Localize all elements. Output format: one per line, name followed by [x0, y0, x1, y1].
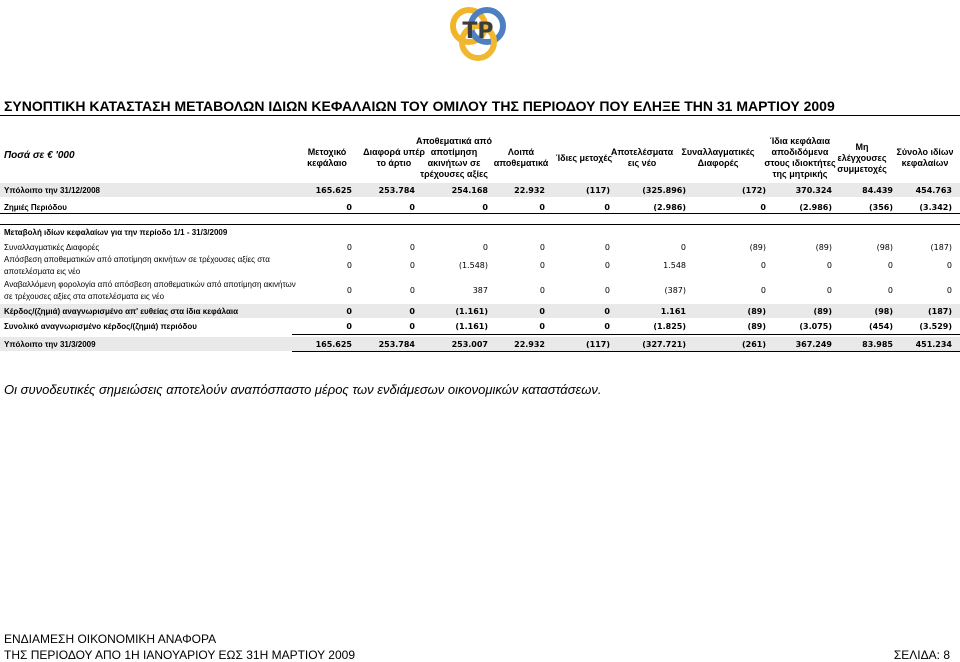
cell-direct-equity-col9: (98) — [874, 307, 893, 316]
cell-total-comprehensive-col1: 0 — [346, 322, 352, 331]
column-header-3: Αποθεματικά από αποτίμηση ακινήτων σε τρέχουσες αξίες — [415, 136, 492, 179]
cell-opening-col10: 454.763 — [915, 186, 952, 195]
column-header-6: Αποτελέσματα εις νέο — [610, 147, 674, 168]
cell-deferred-tax-col6: (387) — [664, 286, 686, 295]
row-label-line: Αναβαλλόμενη φορολογία από απόσβεση αποθεματικών από αποτίμηση ακινήτων — [4, 280, 296, 289]
cell-deferred-tax-col7: 0 — [760, 286, 766, 295]
footer-report-title: ΕΝΔΙΑΜΕΣΗ ΟΙΚΟΝΟΜΙΚΗ ΑΝΑΦΟΡΑ — [4, 632, 217, 646]
cell-loss-col1: 0 — [346, 203, 352, 212]
cell-loss-col6: (2.986) — [653, 203, 686, 212]
footer-period: ΤΗΣ ΠΕΡΙΟΔΟΥ ΑΠΟ 1Η ΙΑΝΟΥΑΡΙΟΥ ΕΩΣ 31Η ΜΑΡΤΙΟΥ 2009 — [4, 648, 355, 662]
row-label-line: σε τρέχουσες αξίες στα αποτελέσματα εις νέο — [4, 292, 165, 301]
cell-loss-col9: (356) — [868, 203, 893, 212]
row-label-closing — [4, 340, 96, 349]
column-header-10: Σύνολο ιδίων κεφαλαίων — [896, 147, 954, 168]
row-label-line: Μεταβολή ιδίων κεφαλαίων για την περίοδο 1/1 - 31/3/2009 — [4, 228, 228, 237]
cell-deferred-tax-col4: 0 — [539, 286, 545, 295]
row-label-section — [4, 228, 227, 237]
page-number: ΣΕΛΙΔΑ: 8 — [893, 648, 950, 662]
cell-loss-col4: 0 — [539, 203, 545, 212]
cell-total-comprehensive-col2: 0 — [409, 322, 415, 331]
cell-direct-equity-col1: 0 — [346, 307, 352, 316]
cell-closing-col4: 22.932 — [514, 340, 545, 349]
row-label-line: Συνολικό αναγνωρισμένο κέρδος/(ζημιά) περιόδου — [4, 322, 197, 331]
cell-closing-col9: 83.985 — [862, 340, 893, 349]
cell-opening-col2: 253.784 — [378, 186, 415, 195]
table-rule — [292, 351, 960, 352]
cell-closing-col8: 367.249 — [795, 340, 832, 349]
row-label-opening — [4, 186, 100, 195]
column-header-4: Λοιπά αποθεματικά — [493, 147, 549, 168]
tpo-rings-logo-icon — [447, 2, 509, 64]
cell-total-comprehensive-col10: (3.529) — [919, 322, 952, 331]
column-header-2: Διαφορά υπέρ το άρτιο — [363, 147, 425, 168]
svg-text:TP: TP — [462, 19, 494, 44]
cell-loss-col8: (2.986) — [799, 203, 832, 212]
cell-reval-release-col7: 0 — [760, 261, 766, 270]
cell-deferred-tax-col3: 387 — [472, 286, 488, 295]
cell-total-comprehensive-col7: (89) — [747, 322, 766, 331]
cell-reval-release-col9: 0 — [887, 261, 893, 270]
cell-opening-col6: (325.896) — [642, 186, 686, 195]
cell-direct-equity-col6: 1.161 — [660, 307, 686, 316]
cell-reval-release-col3: (1.548) — [458, 261, 488, 270]
cell-closing-col3: 253.007 — [451, 340, 488, 349]
cell-direct-equity-col2: 0 — [409, 307, 415, 316]
cell-reval-release-col8: 0 — [826, 261, 832, 270]
cell-total-comprehensive-col8: (3.075) — [799, 322, 832, 331]
cell-direct-equity-col3: (1.161) — [455, 307, 488, 316]
cell-deferred-tax-col5: 0 — [604, 286, 610, 295]
column-header-7: Συναλλαγματικές Διαφορές — [681, 147, 755, 168]
cell-deferred-tax-col8: 0 — [826, 286, 832, 295]
cell-opening-col9: 84.439 — [862, 186, 893, 195]
cell-opening-col4: 22.932 — [514, 186, 545, 195]
cell-deferred-tax-col10: 0 — [946, 286, 952, 295]
cell-fx-col10: (187) — [930, 243, 952, 252]
cell-direct-equity-col8: (89) — [813, 307, 832, 316]
row-label-loss — [4, 203, 67, 212]
cell-reval-release-col6: 1.548 — [663, 261, 686, 270]
row-label-line: Κέρδος/(ζημιά) αναγνωρισμένο απ' ευθείας στα ίδια κεφάλαια — [4, 307, 239, 316]
cell-direct-equity-col10: (187) — [927, 307, 952, 316]
cell-closing-col6: (327.721) — [642, 340, 686, 349]
cell-total-comprehensive-col9: (454) — [868, 322, 893, 331]
cell-fx-col1: 0 — [346, 243, 352, 252]
report-title: ΣΥΝΟΠΤΙΚΗ ΚΑΤΑΣΤΑΣΗ ΜΕΤΑΒΟΛΩΝ ΙΔΙΩΝ ΚΕΦΑΛΑΙΩΝ ΤΟΥ ΟΜΙΛΟΥ ΤΗΣ ΠΕΡΙΟΔΟΥ ΠΟΥ ΕΛΗΞΕ ΤΗΝ 31 ΜΑΡΤΙΟΥ 2009 — [4, 98, 835, 114]
cell-reval-release-col1: 0 — [346, 261, 352, 270]
cell-loss-col10: (3.342) — [919, 203, 952, 212]
cell-loss-col3: 0 — [482, 203, 488, 212]
row-label-deferred-tax — [4, 280, 296, 301]
row-label-line: Απόσβεση αποθεματικών από αποτίμηση ακινήτων σε τρέχουσες αξίες στα — [4, 255, 270, 264]
cell-reval-release-col5: 0 — [604, 261, 610, 270]
cell-opening-col5: (117) — [585, 186, 610, 195]
cell-fx-col9: (98) — [876, 243, 893, 252]
column-header-9: Μη ελέγχουσες συμμετοχές — [837, 141, 887, 174]
cell-deferred-tax-col9: 0 — [887, 286, 893, 295]
row-label-line: Υπόλοιπο την 31/3/2009 — [4, 340, 96, 349]
column-header-5: Ίδιες μετοχές — [555, 152, 613, 163]
cell-fx-col7: (89) — [749, 243, 766, 252]
table-rule — [0, 213, 960, 214]
cell-deferred-tax-col2: 0 — [409, 286, 415, 295]
cell-fx-col2: 0 — [409, 243, 415, 252]
column-header-8: Ίδια κεφάλαια αποδιδόμενα στους ιδιοκτήτες της μητρικής — [764, 136, 836, 179]
cell-total-comprehensive-col3: (1.161) — [455, 322, 488, 331]
cell-closing-col10: 451.234 — [915, 340, 952, 349]
cell-total-comprehensive-col4: 0 — [539, 322, 545, 331]
cell-fx-col4: 0 — [539, 243, 545, 252]
cell-closing-col7: (261) — [741, 340, 766, 349]
cell-direct-equity-col7: (89) — [747, 307, 766, 316]
cell-opening-col1: 165.625 — [315, 186, 352, 195]
column-header-1: Μετοχικό κεφάλαιο — [307, 147, 347, 168]
cell-closing-col2: 253.784 — [378, 340, 415, 349]
cell-direct-equity-col4: 0 — [539, 307, 545, 316]
cell-total-comprehensive-col6: (1.825) — [653, 322, 686, 331]
cell-opening-col3: 254.168 — [451, 186, 488, 195]
cell-reval-release-col4: 0 — [539, 261, 545, 270]
currency-label: Ποσά σε € '000 — [4, 150, 75, 161]
row-label-line: Συναλλαγματικές Διαφορές — [4, 243, 100, 252]
table-rule — [0, 224, 960, 225]
cell-fx-col8: (89) — [815, 243, 832, 252]
cell-loss-col2: 0 — [409, 203, 415, 212]
notes-statement: Οι συνοδευτικές σημειώσεις αποτελούν αναπόσπαστο μέρος των ενδιάμεσων οικονομικών καταστάσεων. — [4, 382, 602, 397]
cell-loss-col5: 0 — [604, 203, 610, 212]
cell-total-comprehensive-col5: 0 — [604, 322, 610, 331]
row-label-total-comprehensive — [4, 322, 197, 331]
cell-reval-release-col2: 0 — [409, 261, 415, 270]
cell-opening-col7: (172) — [741, 186, 766, 195]
cell-reval-release-col10: 0 — [946, 261, 952, 270]
cell-closing-col5: (117) — [585, 340, 610, 349]
cell-fx-col5: 0 — [604, 243, 610, 252]
cell-fx-col6: 0 — [680, 243, 686, 252]
row-label-line: αποτελέσματα εις νέο — [4, 267, 81, 276]
row-label-line: Υπόλοιπο την 31/12/2008 — [4, 186, 100, 195]
cell-deferred-tax-col1: 0 — [346, 286, 352, 295]
title-underline — [0, 115, 960, 116]
cell-loss-col7: 0 — [760, 203, 766, 212]
cell-direct-equity-col5: 0 — [604, 307, 610, 316]
row-label-reval-release — [4, 255, 270, 276]
table-rule — [292, 334, 960, 335]
cell-fx-col3: 0 — [482, 243, 488, 252]
row-label-line: Ζημιές Περιόδου — [4, 203, 67, 212]
row-label-direct-equity — [4, 307, 238, 316]
row-label-fx — [4, 243, 99, 252]
cell-closing-col1: 165.625 — [315, 340, 352, 349]
cell-opening-col8: 370.324 — [795, 186, 832, 195]
